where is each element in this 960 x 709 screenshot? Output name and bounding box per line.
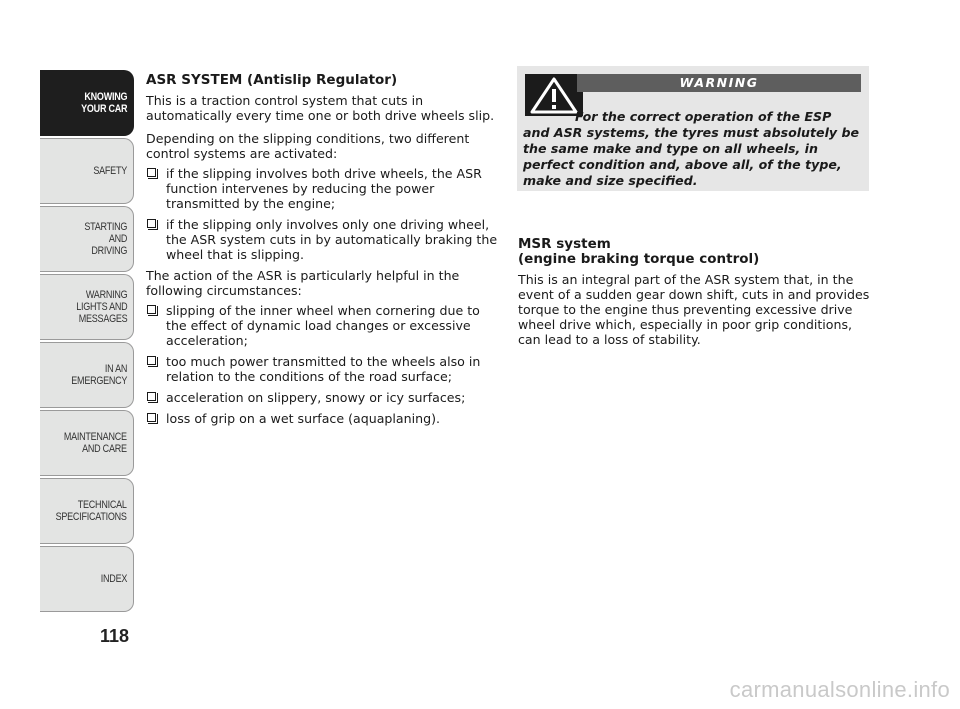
checkbox-bullet-icon (147, 356, 156, 365)
tab-label: INDEX (100, 573, 127, 585)
list-item (146, 354, 500, 384)
tab-warning-lights[interactable] (40, 274, 134, 340)
list-item-text: if the slipping only involves only one driving wheel, the ASR system cuts in by automatically braking the wheel that is slipping. (166, 217, 498, 262)
asr-intro: This is a traction control system that cuts in automatically every time one or both drive wheels slip. (146, 93, 495, 123)
tab-maintenance[interactable] (40, 410, 134, 476)
tab-label: SAFETY (93, 165, 127, 177)
list-item (146, 303, 500, 348)
list-item (146, 166, 500, 211)
list-item-text: slipping of the inner wheel when cornering due to the effect of dynamic load changes or excessive acceleration; (166, 303, 480, 348)
checkbox-bullet-icon (147, 413, 156, 422)
asr-section (146, 73, 500, 432)
tab-label: MAINTENANCE AND CARE (64, 431, 127, 455)
asr-helpful-list (146, 303, 500, 426)
tab-label: KNOWING YOUR CAR (80, 91, 127, 115)
warning-box (517, 66, 869, 191)
msr-body: This is an integral part of the ASR system that, in the event of a sudden gear down shift, cuts in and provides torque to the engine thus preventing excessive drive wheel drive which, especially in poor grip conditions, can lead to a loss of stability. (518, 272, 870, 347)
asr-conditions-list (146, 166, 500, 262)
checkbox-bullet-icon (147, 219, 156, 228)
tab-emergency[interactable] (40, 342, 134, 408)
chapter-tabs (40, 70, 134, 614)
list-item (146, 217, 500, 262)
list-item-text: too much power transmitted to the wheels also in relation to the conditions of the road surface; (166, 354, 481, 384)
list-item (146, 390, 500, 405)
asr-helpful-intro: The action of the ASR is particularly helpful in the following circumstances: (146, 268, 460, 298)
tab-label: WARNING LIGHTS AND MESSAGES (75, 289, 127, 325)
tab-technical-specifications[interactable] (40, 478, 134, 544)
checkbox-bullet-icon (147, 392, 156, 401)
msr-title-line1: MSR system (518, 236, 611, 252)
list-item-text: loss of grip on a wet surface (aquaplaning). (166, 411, 440, 426)
list-item-text: if the slipping involves both drive wheels, the ASR function intervenes by reducing the power transmitted by the engine; (166, 166, 482, 211)
tab-label: STARTING AND DRIVING (84, 221, 127, 257)
tab-label: TECHNICAL SPECIFICATIONS (55, 499, 127, 523)
checkbox-bullet-icon (147, 168, 156, 177)
list-item-text: acceleration on slippery, snowy or icy surfaces; (166, 390, 466, 405)
checkbox-bullet-icon (147, 305, 156, 314)
tab-safety[interactable] (40, 138, 134, 204)
msr-title (518, 237, 870, 267)
list-item (146, 411, 500, 426)
warning-header: WARNING (577, 74, 861, 92)
msr-title-line2: (engine braking torque control) (518, 251, 760, 267)
tab-index[interactable] (40, 546, 134, 612)
asr-conditions-intro: Depending on the slipping conditions, two different control systems are activated: (146, 131, 470, 161)
asr-title: ASR SYSTEM (Antislip Regulator) (146, 72, 398, 88)
msr-section (518, 237, 870, 355)
watermark: carmanualsonline.info (729, 677, 950, 702)
tab-knowing-your-car[interactable] (40, 70, 134, 136)
page-number: 118 (100, 626, 130, 646)
tab-label: IN AN EMERGENCY (71, 363, 127, 387)
warning-text: For the correct operation of the ESP and ASR systems, the tyres must absolutely be the same make and type on all wheels, in perfect condition and, above all, of the type, make and size specified. (523, 108, 860, 188)
tab-starting-and-driving[interactable] (40, 206, 134, 272)
